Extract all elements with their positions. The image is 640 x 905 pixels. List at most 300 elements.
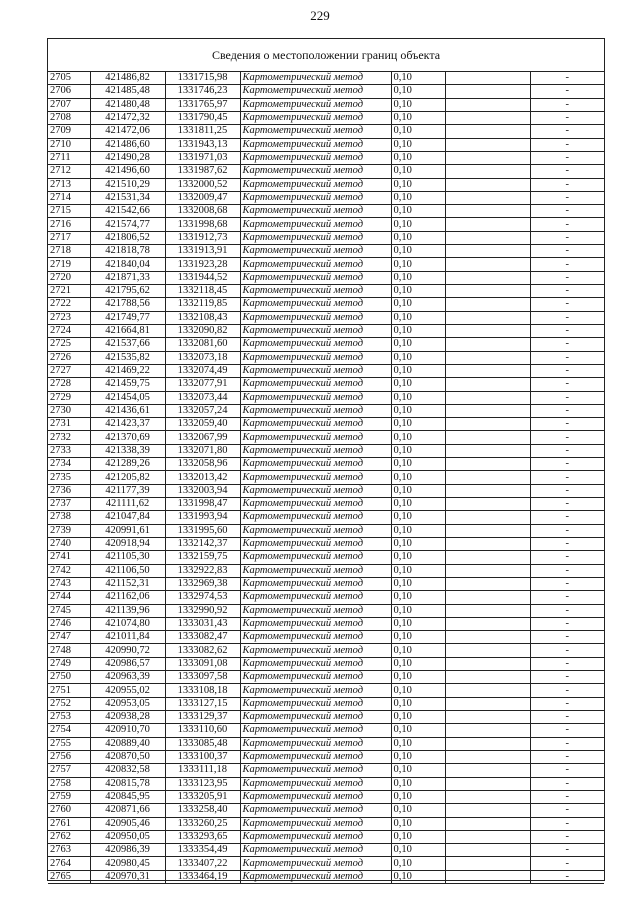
y-coordinate: 1333123,95 (165, 777, 240, 790)
note-cell: - (530, 311, 604, 324)
method-cell: Картометрический метод (240, 511, 391, 524)
point-number: 2755 (48, 737, 90, 750)
accuracy-cell: 0,10 (391, 458, 445, 471)
note-cell: - (530, 404, 604, 417)
y-coordinate: 1332000,52 (165, 178, 240, 191)
table-row (48, 404, 604, 417)
x-coordinate: 421139,96 (90, 604, 165, 617)
point-number: 2718 (48, 245, 90, 258)
accuracy-cell: 0,10 (391, 484, 445, 497)
note-cell: - (530, 351, 604, 364)
accuracy-cell: 0,10 (391, 138, 445, 151)
table-row (48, 431, 604, 444)
empty-cell (445, 857, 530, 870)
empty-cell (445, 324, 530, 337)
y-coordinate: 1333108,18 (165, 684, 240, 697)
accuracy-cell: 0,10 (391, 178, 445, 191)
accuracy-cell: 0,10 (391, 378, 445, 391)
method-cell: Картометрический метод (240, 471, 391, 484)
table-row (48, 790, 604, 803)
table-row (48, 830, 604, 843)
table-row (48, 258, 604, 271)
point-number: 2729 (48, 391, 90, 404)
note-cell: - (530, 111, 604, 124)
empty-cell (445, 644, 530, 657)
y-coordinate: 1331746,23 (165, 85, 240, 98)
y-coordinate: 1333100,37 (165, 750, 240, 763)
table-row (48, 697, 604, 710)
x-coordinate: 421486,82 (90, 72, 165, 85)
method-cell: Картометрический метод (240, 671, 391, 684)
method-cell: Картометрический метод (240, 245, 391, 258)
table-body (48, 72, 604, 884)
point-number: 2736 (48, 484, 90, 497)
note-cell: - (530, 591, 604, 604)
point-number: 2707 (48, 98, 90, 111)
y-coordinate: 1332013,42 (165, 471, 240, 484)
method-cell: Картометрический метод (240, 231, 391, 244)
x-coordinate: 421459,75 (90, 378, 165, 391)
point-number: 2735 (48, 471, 90, 484)
accuracy-cell: 0,10 (391, 418, 445, 431)
coordinates-document (47, 38, 605, 881)
y-coordinate: 1331715,98 (165, 72, 240, 85)
point-number: 2705 (48, 72, 90, 85)
method-cell: Картометрический метод (240, 391, 391, 404)
x-coordinate: 421106,50 (90, 564, 165, 577)
empty-cell (445, 750, 530, 763)
empty-cell (445, 458, 530, 471)
x-coordinate: 421871,33 (90, 271, 165, 284)
empty-cell (445, 631, 530, 644)
y-coordinate: 1331790,45 (165, 111, 240, 124)
x-coordinate: 420986,39 (90, 844, 165, 857)
note-cell: - (530, 285, 604, 298)
empty-cell (445, 551, 530, 564)
method-cell: Картометрический метод (240, 657, 391, 670)
accuracy-cell: 0,10 (391, 857, 445, 870)
note-cell: - (530, 418, 604, 431)
x-coordinate: 420955,02 (90, 684, 165, 697)
method-cell: Картометрический метод (240, 111, 391, 124)
method-cell: Картометрический метод (240, 418, 391, 431)
y-coordinate: 1333082,47 (165, 631, 240, 644)
method-cell: Картометрический метод (240, 644, 391, 657)
x-coordinate: 421152,31 (90, 577, 165, 590)
note-cell: - (530, 72, 604, 85)
point-number: 2764 (48, 857, 90, 870)
point-number: 2749 (48, 657, 90, 670)
method-cell: Картометрический метод (240, 404, 391, 417)
table-row (48, 777, 604, 790)
note-cell: - (530, 684, 604, 697)
y-coordinate: 1333097,58 (165, 671, 240, 684)
note-cell: - (530, 245, 604, 258)
note-cell: - (530, 498, 604, 511)
empty-cell (445, 418, 530, 431)
accuracy-cell: 0,10 (391, 218, 445, 231)
accuracy-cell: 0,10 (391, 644, 445, 657)
point-number: 2761 (48, 817, 90, 830)
note-cell: - (530, 271, 604, 284)
x-coordinate: 421840,04 (90, 258, 165, 271)
y-coordinate: 1332057,24 (165, 404, 240, 417)
point-number: 2753 (48, 711, 90, 724)
method-cell: Картометрический метод (240, 271, 391, 284)
method-cell: Картометрический метод (240, 551, 391, 564)
empty-cell (445, 231, 530, 244)
accuracy-cell: 0,10 (391, 258, 445, 271)
method-cell: Картометрический метод (240, 285, 391, 298)
empty-cell (445, 218, 530, 231)
point-number: 2763 (48, 844, 90, 857)
method-cell: Картометрический метод (240, 817, 391, 830)
x-coordinate: 421485,48 (90, 85, 165, 98)
table-row (48, 72, 604, 85)
table-row (48, 844, 604, 857)
page-number: 229 (310, 8, 330, 23)
note-cell: - (530, 764, 604, 777)
empty-cell (445, 178, 530, 191)
empty-cell (445, 111, 530, 124)
table-row (48, 364, 604, 377)
note-cell: - (530, 711, 604, 724)
x-coordinate: 420953,05 (90, 697, 165, 710)
note-cell: - (530, 205, 604, 218)
table-row (48, 484, 604, 497)
method-cell: Картометрический метод (240, 857, 391, 870)
note-cell: - (530, 484, 604, 497)
empty-cell (445, 697, 530, 710)
y-coordinate: 1333085,48 (165, 737, 240, 750)
table-row (48, 591, 604, 604)
accuracy-cell: 0,10 (391, 697, 445, 710)
y-coordinate: 1332074,49 (165, 364, 240, 377)
point-number: 2751 (48, 684, 90, 697)
point-number: 2728 (48, 378, 90, 391)
empty-cell (445, 657, 530, 670)
y-coordinate: 1331943,13 (165, 138, 240, 151)
table-row (48, 724, 604, 737)
point-number: 2742 (48, 564, 90, 577)
x-coordinate: 421472,32 (90, 111, 165, 124)
x-coordinate: 421469,22 (90, 364, 165, 377)
point-number: 2711 (48, 151, 90, 164)
accuracy-cell: 0,10 (391, 617, 445, 630)
note-cell: - (530, 338, 604, 351)
accuracy-cell: 0,10 (391, 391, 445, 404)
empty-cell (445, 165, 530, 178)
x-coordinate: 421806,52 (90, 231, 165, 244)
y-coordinate: 1333031,43 (165, 617, 240, 630)
table-row (48, 631, 604, 644)
point-number: 2756 (48, 750, 90, 763)
table-row (48, 298, 604, 311)
method-cell: Картометрический метод (240, 458, 391, 471)
accuracy-cell: 0,10 (391, 151, 445, 164)
point-number: 2741 (48, 551, 90, 564)
method-cell: Картометрический метод (240, 338, 391, 351)
y-coordinate: 1332142,37 (165, 537, 240, 550)
accuracy-cell: 0,10 (391, 205, 445, 218)
y-coordinate: 1333129,37 (165, 711, 240, 724)
method-cell: Картометрический метод (240, 378, 391, 391)
accuracy-cell: 0,10 (391, 165, 445, 178)
method-cell: Картометрический метод (240, 524, 391, 537)
empty-cell (445, 671, 530, 684)
accuracy-cell: 0,10 (391, 404, 445, 417)
method-cell: Картометрический метод (240, 218, 391, 231)
accuracy-cell: 0,10 (391, 711, 445, 724)
table-row (48, 378, 604, 391)
y-coordinate: 1332090,82 (165, 324, 240, 337)
x-coordinate: 421105,30 (90, 551, 165, 564)
method-cell: Картометрический метод (240, 617, 391, 630)
x-coordinate: 421162,06 (90, 591, 165, 604)
note-cell: - (530, 471, 604, 484)
empty-cell (445, 804, 530, 817)
y-coordinate: 1332009,47 (165, 191, 240, 204)
accuracy-cell: 0,10 (391, 271, 445, 284)
table-row (48, 271, 604, 284)
y-coordinate: 1332073,18 (165, 351, 240, 364)
note-cell: - (530, 444, 604, 457)
method-cell: Картометрический метод (240, 564, 391, 577)
note-cell: - (530, 298, 604, 311)
empty-cell (445, 711, 530, 724)
note-cell: - (530, 391, 604, 404)
x-coordinate: 420970,31 (90, 870, 165, 883)
y-coordinate: 1331971,03 (165, 151, 240, 164)
accuracy-cell: 0,10 (391, 657, 445, 670)
point-number: 2727 (48, 364, 90, 377)
note-cell: - (530, 830, 604, 843)
method-cell: Картометрический метод (240, 484, 391, 497)
y-coordinate: 1331913,91 (165, 245, 240, 258)
method-cell: Картометрический метод (240, 431, 391, 444)
method-cell: Картометрический метод (240, 85, 391, 98)
table-row (48, 165, 604, 178)
empty-cell (445, 471, 530, 484)
table-row (48, 245, 604, 258)
y-coordinate: 1333127,15 (165, 697, 240, 710)
method-cell: Картометрический метод (240, 151, 391, 164)
y-coordinate: 1331995,60 (165, 524, 240, 537)
method-cell: Картометрический метод (240, 764, 391, 777)
note-cell: - (530, 817, 604, 830)
empty-cell (445, 817, 530, 830)
method-cell: Картометрический метод (240, 804, 391, 817)
y-coordinate: 1333205,91 (165, 790, 240, 803)
point-number: 2743 (48, 577, 90, 590)
method-cell: Картометрический метод (240, 631, 391, 644)
x-coordinate: 420870,50 (90, 750, 165, 763)
x-coordinate: 420991,61 (90, 524, 165, 537)
x-coordinate: 420990,72 (90, 644, 165, 657)
note-cell: - (530, 671, 604, 684)
accuracy-cell: 0,10 (391, 111, 445, 124)
point-number: 2748 (48, 644, 90, 657)
accuracy-cell: 0,10 (391, 98, 445, 111)
empty-cell (445, 98, 530, 111)
table-row (48, 285, 604, 298)
accuracy-cell: 0,10 (391, 431, 445, 444)
note-cell: - (530, 870, 604, 883)
method-cell: Картометрический метод (240, 498, 391, 511)
empty-cell (445, 524, 530, 537)
empty-cell (445, 604, 530, 617)
x-coordinate: 421074,80 (90, 617, 165, 630)
table-row (48, 338, 604, 351)
table-row (48, 231, 604, 244)
method-cell: Картометрический метод (240, 844, 391, 857)
table-row (48, 644, 604, 657)
point-number: 2734 (48, 458, 90, 471)
note-cell: - (530, 804, 604, 817)
table-row (48, 551, 604, 564)
x-coordinate: 421574,77 (90, 218, 165, 231)
accuracy-cell: 0,10 (391, 537, 445, 550)
x-coordinate: 421818,78 (90, 245, 165, 258)
note-cell: - (530, 844, 604, 857)
y-coordinate: 1332073,44 (165, 391, 240, 404)
point-number: 2715 (48, 205, 90, 218)
x-coordinate: 421205,82 (90, 471, 165, 484)
point-number: 2706 (48, 85, 90, 98)
table-row (48, 737, 604, 750)
y-coordinate: 1331998,47 (165, 498, 240, 511)
method-cell: Картометрический метод (240, 98, 391, 111)
x-coordinate: 420980,45 (90, 857, 165, 870)
accuracy-cell: 0,10 (391, 671, 445, 684)
x-coordinate: 421423,37 (90, 418, 165, 431)
table-row (48, 857, 604, 870)
x-coordinate: 420910,70 (90, 724, 165, 737)
accuracy-cell: 0,10 (391, 790, 445, 803)
accuracy-cell: 0,10 (391, 245, 445, 258)
method-cell: Картометрический метод (240, 258, 391, 271)
accuracy-cell: 0,10 (391, 471, 445, 484)
point-number: 2744 (48, 591, 90, 604)
table-row (48, 537, 604, 550)
empty-cell (445, 151, 530, 164)
method-cell: Картометрический метод (240, 591, 391, 604)
y-coordinate: 1332159,75 (165, 551, 240, 564)
point-number: 2714 (48, 191, 90, 204)
table-row (48, 205, 604, 218)
table-row (48, 444, 604, 457)
accuracy-cell: 0,10 (391, 737, 445, 750)
table-row (48, 750, 604, 763)
empty-cell (445, 844, 530, 857)
note-cell: - (530, 151, 604, 164)
y-coordinate: 1332003,94 (165, 484, 240, 497)
accuracy-cell: 0,10 (391, 324, 445, 337)
x-coordinate: 421370,69 (90, 431, 165, 444)
x-coordinate: 420986,57 (90, 657, 165, 670)
empty-cell (445, 684, 530, 697)
x-coordinate: 421490,28 (90, 151, 165, 164)
empty-cell (445, 511, 530, 524)
table-row (48, 524, 604, 537)
accuracy-cell: 0,10 (391, 72, 445, 85)
point-number: 2722 (48, 298, 90, 311)
x-coordinate: 420905,46 (90, 817, 165, 830)
accuracy-cell: 0,10 (391, 604, 445, 617)
y-coordinate: 1332990,92 (165, 604, 240, 617)
accuracy-cell: 0,10 (391, 85, 445, 98)
x-coordinate: 420938,28 (90, 711, 165, 724)
point-number: 2724 (48, 324, 90, 337)
x-coordinate: 420832,58 (90, 764, 165, 777)
method-cell: Картометрический метод (240, 777, 391, 790)
y-coordinate: 1332081,60 (165, 338, 240, 351)
method-cell: Картометрический метод (240, 711, 391, 724)
x-coordinate: 421795,62 (90, 285, 165, 298)
table-row (48, 498, 604, 511)
point-number: 2709 (48, 125, 90, 138)
x-coordinate: 420889,40 (90, 737, 165, 750)
method-cell: Картометрический метод (240, 191, 391, 204)
note-cell: - (530, 537, 604, 550)
point-number: 2720 (48, 271, 90, 284)
x-coordinate: 421289,26 (90, 458, 165, 471)
note-cell: - (530, 564, 604, 577)
note-cell: - (530, 324, 604, 337)
empty-cell (445, 431, 530, 444)
point-number: 2759 (48, 790, 90, 803)
y-coordinate: 1331765,97 (165, 98, 240, 111)
x-coordinate: 421542,66 (90, 205, 165, 218)
note-cell: - (530, 378, 604, 391)
y-coordinate: 1331923,28 (165, 258, 240, 271)
y-coordinate: 1332922,83 (165, 564, 240, 577)
x-coordinate: 421472,06 (90, 125, 165, 138)
accuracy-cell: 0,10 (391, 817, 445, 830)
y-coordinate: 1331811,25 (165, 125, 240, 138)
x-coordinate: 421664,81 (90, 324, 165, 337)
note-cell: - (530, 511, 604, 524)
method-cell: Картометрический метод (240, 311, 391, 324)
note-cell: - (530, 125, 604, 138)
point-number: 2712 (48, 165, 90, 178)
empty-cell (445, 737, 530, 750)
point-number: 2750 (48, 671, 90, 684)
point-number: 2731 (48, 418, 90, 431)
empty-cell (445, 271, 530, 284)
accuracy-cell: 0,10 (391, 631, 445, 644)
accuracy-cell: 0,10 (391, 591, 445, 604)
empty-cell (445, 764, 530, 777)
note-cell: - (530, 524, 604, 537)
method-cell: Картометрический метод (240, 138, 391, 151)
x-coordinate: 420815,78 (90, 777, 165, 790)
table-row (48, 604, 604, 617)
empty-cell (445, 484, 530, 497)
y-coordinate: 1332119,85 (165, 298, 240, 311)
table-row (48, 151, 604, 164)
note-cell: - (530, 165, 604, 178)
note-cell: - (530, 218, 604, 231)
empty-cell (445, 205, 530, 218)
point-number: 2752 (48, 697, 90, 710)
point-number: 2723 (48, 311, 90, 324)
note-cell: - (530, 737, 604, 750)
table-row (48, 657, 604, 670)
x-coordinate: 421531,34 (90, 191, 165, 204)
accuracy-cell: 0,10 (391, 338, 445, 351)
point-number: 2716 (48, 218, 90, 231)
